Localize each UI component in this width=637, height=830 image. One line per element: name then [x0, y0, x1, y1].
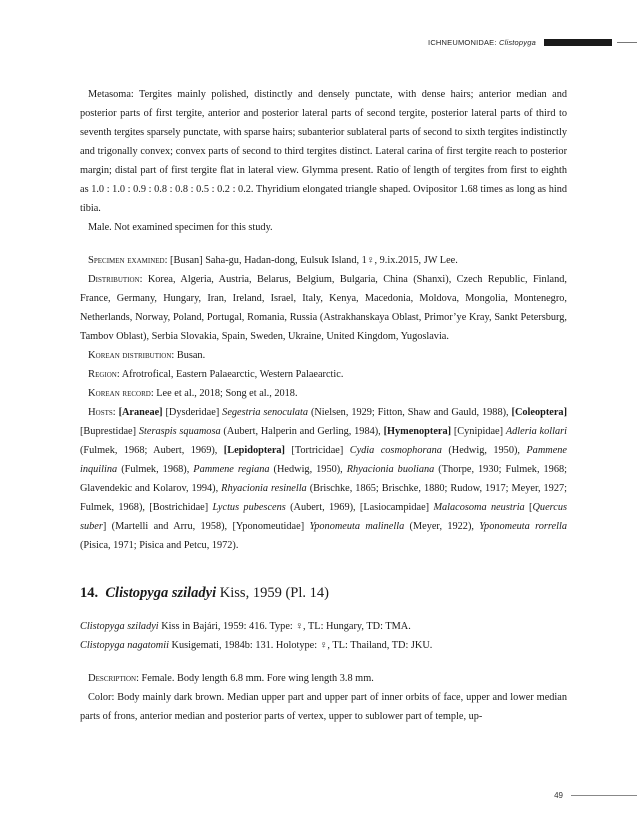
korean-distribution-text: : Busan. [171, 350, 206, 361]
host-species: Steraspis squamosa [138, 426, 221, 437]
host-species: Yponomeuta rorrella [479, 521, 567, 532]
hosts-text: (Pisica, 1971; Pisica and Petcu, 1972). [80, 540, 239, 551]
hosts-text: [Dysderidae] [162, 407, 223, 418]
header-rule [617, 42, 637, 43]
hosts-text: (Fulmek, 1968), [117, 464, 194, 475]
host-species: Lyctus pubescens [212, 502, 286, 513]
synonym-text: Kiss in Bajári, 1959: 416. Type: ♀, TL: Hungary, TD: TMA. [158, 621, 411, 632]
footer-rule [571, 795, 637, 796]
species-plate: (Pl. 14) [281, 585, 329, 601]
hosts-text: (Nielsen, 1929; Fitton, Shaw and Gauld, 1988), [308, 407, 512, 418]
synonym-entry [80, 636, 567, 655]
hosts [80, 403, 567, 555]
species-name: Clistopyga sziladyi [105, 585, 217, 601]
hosts-text: [Buprestidae] [80, 426, 139, 437]
distribution [80, 270, 567, 346]
host-species: Rhyacionia buoliana [346, 464, 435, 475]
host-species: Adleria kollari [505, 426, 568, 437]
metasoma-paragraph: Metasoma: Tergites mainly polished, distinctly and densely punctate, with dense hairs; anterior median and posterior parts of first tergite, anterior and posterior lateral parts of second tergite, posterior lateral parts of third to seventh tergites sparsely punctate, with sparse hairs; subanterior sublateral parts of second to sixth tergites indistinctly and trigonally convex; convex parts of second to third tergites distinct. Lateral carina of first tergite reach to posterior margin; distal part of first tergite flat in lateral view. Glymma present. Ratio of length of tergites from first to eighth as 1.0 : 1.0 : 0.9 : 0.8 : 0.8 : 0.5 : 0.2 : 0.2. Thyridium elongated triangle shaped. Ovipositor 1.68 times as long as hind tibia. [80, 89, 567, 214]
color-paragraph: Color: Body mainly dark brown. Median upper part and upper part of inner orbits of face, upper and lower median parts of frons, anterior median and posterior parts of vertex, upper to sublower part of temple, up- [80, 692, 567, 722]
hosts-text: (Fulmek, 1968; Aubert, 1969), [80, 445, 224, 456]
host-order: [Coleoptera] [511, 407, 567, 418]
hosts-text: (Hedwig, 1950), [441, 445, 527, 456]
hosts-text: (Thorpe, 1930; Fulmek, 1968; Glavendekic and Kolarov, 1994), [80, 464, 567, 494]
korean-record-text: : Lee et al., 2018; Song et al., 2018. [150, 388, 298, 399]
description-text: : Female. Body length 6.8 mm. Fore wing length 3.8 mm. [136, 673, 374, 684]
hosts-text: (Hedwig, 1950), [269, 464, 347, 475]
hosts-text: (Meyer, 1922), [404, 521, 480, 532]
host-species: Segestria senoculata [222, 407, 309, 418]
hosts-text: [Tortricidae] [284, 445, 350, 456]
host-order: [Araneae] [118, 407, 163, 418]
hosts-label: Hosts [88, 407, 113, 418]
korean-record [80, 384, 567, 403]
specimen-text: : [Busan] Saha-gu, Hadan-dong, Eulsuk Island, 1♀, 9.ix.2015, JW Lee. [164, 255, 458, 266]
page-footer [554, 791, 637, 800]
hosts-text: (Aubert, 1969), [Lasiocampidae] [285, 502, 434, 513]
description [80, 669, 567, 688]
synonym-text: Kusigemati, 1984b: 131. Holotype: ♀, TL: Thailand, TD: JKU. [168, 640, 433, 651]
specimen-label: Specimen examined [88, 255, 165, 266]
host-species: Cydia cosmophorana [349, 445, 442, 456]
synonym-entry [80, 617, 567, 636]
page-body [80, 85, 567, 726]
header-genus: Clistopyga [498, 37, 536, 47]
hosts-text: ] (Martelli and Arru, 1958), [Yponomeutidae] [102, 521, 310, 532]
species-heading [80, 583, 567, 603]
region-text: : Afrotrofical, Eastern Palaearctic, Western Palaearctic. [116, 369, 344, 380]
korean-distribution [80, 346, 567, 365]
korean-record-label: Korean record [88, 388, 151, 399]
korean-distribution-label: Korean distribution [88, 350, 172, 361]
distribution-text: : Korea, Algeria, Austria, Belarus, Belgium, Bulgaria, China (Shanxi), Czech Republic, Finland, France, Germany, Hungary, Iran, Ireland, Israel, Italy, Kenya, Macedonia, Moldova, Mongolia, Montenegro, Netherlands, Norway, Poland, Portugal, Romania, Russia (Astrakhanskaya Oblast, Primor’ye Kray, Sankt Petersburg, Tambov Oblast), Serbia Slovakia, Spain, Sweden, Ukraine, United Kingdom, Yugoslavia. [80, 274, 567, 342]
host-species: Pammene regiana [193, 464, 270, 475]
host-species: Quercus suber [80, 502, 567, 532]
distribution-label: Distribution [88, 274, 140, 285]
hosts-text: (Brischke, 1865; Brischke, 1880; Rudow, 1917; Meyer, 1927; Fulmek, 1968), [Bostrichidae] [80, 483, 567, 513]
host-species: Pammene inquilina [80, 445, 567, 475]
description-label: Description [88, 673, 137, 684]
host-order: [Lepidoptera] [223, 445, 285, 456]
host-species: Rhyacionia resinella [221, 483, 307, 494]
header-family: ICHNEUMONIDAE: [428, 37, 497, 47]
host-order: [Hymenoptera] [383, 426, 452, 437]
host-species: Yponomeuta malinella [309, 521, 405, 532]
region-label: Region [88, 369, 117, 380]
synonym-name: Clistopyga nagatomii [80, 640, 169, 651]
hosts-text: [ [524, 502, 533, 513]
species-number: 14. [80, 585, 99, 601]
species-author: Kiss, 1959 [216, 585, 282, 601]
region [80, 365, 567, 384]
male-paragraph: Male. Not examined specimen for this study. [88, 222, 273, 233]
running-header [428, 36, 637, 48]
specimen-examined [80, 251, 567, 270]
hosts-text: (Aubert, Halperin and Gerling, 1984), [220, 426, 384, 437]
running-header-text [428, 38, 536, 47]
synonym-name: Clistopyga sziladyi [80, 621, 159, 632]
header-bar [544, 39, 612, 46]
page-number: 49 [554, 791, 563, 800]
host-species: Malacosoma neustria [433, 502, 525, 513]
hosts-text: [Cynipidae] [451, 426, 506, 437]
hosts-text: : [112, 407, 119, 418]
